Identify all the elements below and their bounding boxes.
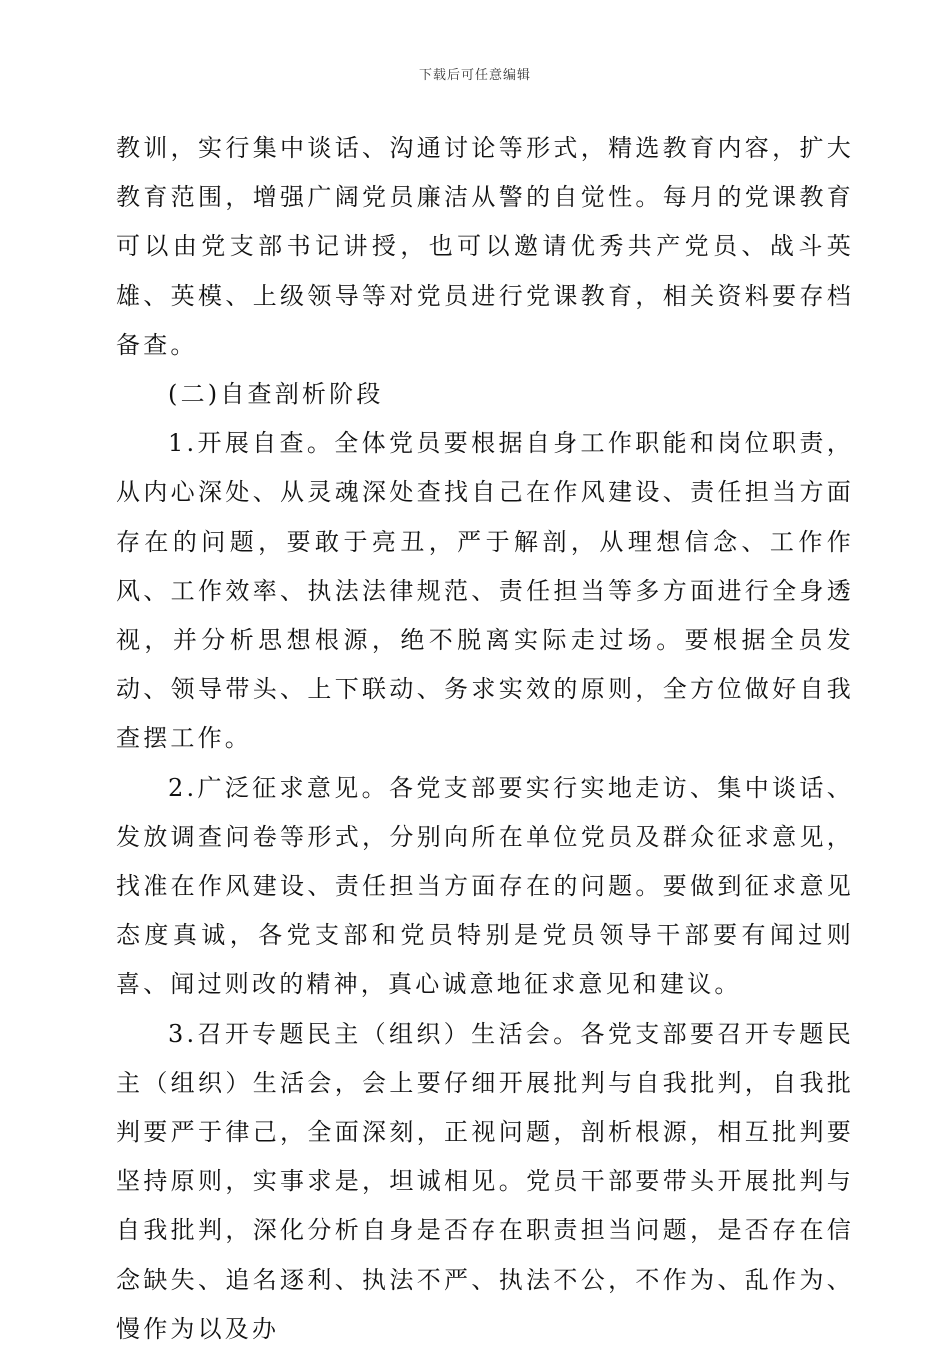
- document-body: [116, 124, 854, 1354]
- paragraph-solicit-opinions: 2.广泛征求意见。各党支部要实行实地走访、集中谈话、发放调查问卷等形式，分别向所在单位党员及群众征求意见，找准在作风建设、责任担当方面存在的问题。要做到征求意见态度真诚，各党支部和党员特别是党员领导干部要有闻过则喜、闻过则改的精神，真心诚意地征求意见和建议。: [116, 773, 854, 999]
- page-header-note: 下载后可任意编辑: [418, 68, 531, 83]
- section-heading: (二)自查剖析阶段: [168, 380, 384, 409]
- paragraph-self-check: 1.开展自查。全体党员要根据自身工作职能和岗位职责，从内心深处、从灵魂深处查找自己在作风建设、责任担当方面存在的问题，要敢于亮丑，严于解剖，从理想信念、工作作风、工作效率、执法法律规范、责任担当等多方面进行全身透视，并分析思想根源，绝不脱离实际走过场。要根据全员发动、领导带头、上下联动、务求实效的原则，全方位做好自我查摆工作。: [116, 429, 854, 753]
- paragraph-democratic-meeting: 3.召开专题民主（组织）生活会。各党支部要召开专题民主（组织）生活会，会上要仔细开展批判与自我批判，自我批判要严于律己，全面深刻，正视问题，剖析根源，相互批判要坚持原则，实事求是，坦诚相见。党员干部要带头开展批判与自我批判，深化分析自身是否存在职责担当问题，是否存在信念缺失、追名逐利、执法不严、执法不公，不作为、乱作为、慢作为以及办: [116, 1019, 854, 1343]
- paragraph-continuation: 教训，实行集中谈话、沟通讨论等形式，精选教育内容，扩大教育范围，增强广阔党员廉洁从警的自觉性。每月的党课教育可以由党支部书记讲授，也可以邀请优秀共产党员、战斗英雄、英模、上级领导等对党员进行党课教育，相关资料要存档备查。: [116, 134, 854, 359]
